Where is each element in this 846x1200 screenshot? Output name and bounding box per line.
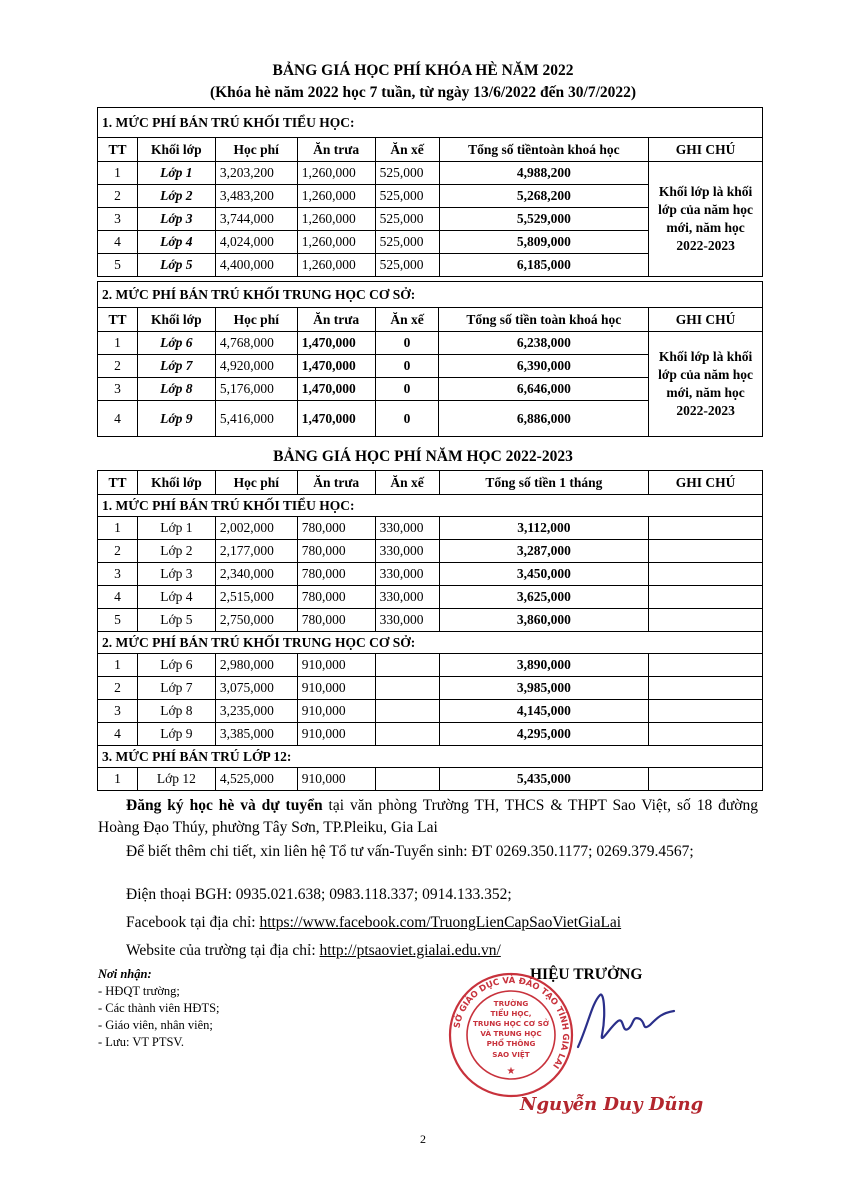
tuition-cell: 2,002,000 bbox=[215, 517, 297, 540]
col-total-header: Tổng số tiền toàn khoá học bbox=[439, 308, 649, 332]
snack-cell: 525,000 bbox=[375, 162, 439, 185]
total-cell: 6,646,000 bbox=[439, 378, 649, 401]
tuition-cell: 4,920,000 bbox=[215, 355, 297, 378]
recipients-block bbox=[98, 966, 220, 1051]
row-number: 3 bbox=[98, 378, 138, 401]
snack-cell: 525,000 bbox=[375, 185, 439, 208]
row-number: 2 bbox=[98, 185, 138, 208]
col-tt-header: TT bbox=[98, 138, 138, 162]
row-number: 4 bbox=[98, 723, 138, 746]
row-number: 1 bbox=[98, 517, 138, 540]
grade-cell: Lớp 9 bbox=[137, 723, 215, 746]
row-number: 1 bbox=[98, 162, 138, 185]
col-grade-header: Khối lớp bbox=[137, 308, 215, 332]
snack-cell bbox=[375, 677, 439, 700]
lunch-cell: 780,000 bbox=[297, 517, 375, 540]
grade-cell: Lớp 1 bbox=[137, 162, 215, 185]
total-cell: 5,435,000 bbox=[439, 768, 649, 791]
note-cell bbox=[649, 723, 763, 746]
snack-cell: 0 bbox=[375, 355, 439, 378]
summer-subtitle: (Khóa hè năm 2022 học 7 tuần, từ ngày 13/6/2022 đến 30/7/2022) bbox=[209, 84, 637, 101]
table-row bbox=[98, 517, 763, 540]
snack-cell: 330,000 bbox=[375, 540, 439, 563]
lunch-cell: 910,000 bbox=[297, 723, 375, 746]
tuition-cell: 4,525,000 bbox=[215, 768, 297, 791]
table-row bbox=[98, 700, 763, 723]
total-cell: 3,985,000 bbox=[439, 677, 649, 700]
note-cell bbox=[649, 517, 763, 540]
lunch-cell: 1,260,000 bbox=[297, 231, 375, 254]
note-cell bbox=[649, 700, 763, 723]
lunch-cell: 1,260,000 bbox=[297, 162, 375, 185]
grade-cell: Lớp 6 bbox=[137, 654, 215, 677]
total-cell: 6,390,000 bbox=[439, 355, 649, 378]
col-note-header: GHI CHÚ bbox=[649, 138, 763, 162]
grade-cell: Lớp 7 bbox=[137, 355, 215, 378]
col-tuition-header: Học phí bbox=[215, 471, 297, 495]
grade-cell: Lớp 2 bbox=[137, 540, 215, 563]
note-cell: Khối lớp là khối lớp của năm học mới, năm học 2022-2023 bbox=[649, 162, 763, 277]
table-row bbox=[98, 768, 763, 791]
tuition-cell: 4,024,000 bbox=[215, 231, 297, 254]
signature-scribble-icon bbox=[570, 985, 680, 1055]
tuition-cell: 3,235,000 bbox=[215, 700, 297, 723]
tuition-cell: 3,744,000 bbox=[215, 208, 297, 231]
snack-cell bbox=[375, 723, 439, 746]
row-number: 4 bbox=[98, 401, 138, 437]
lunch-cell: 910,000 bbox=[297, 700, 375, 723]
note-cell bbox=[649, 563, 763, 586]
row-number: 1 bbox=[98, 768, 138, 791]
row-number: 3 bbox=[98, 208, 138, 231]
tuition-cell: 3,075,000 bbox=[215, 677, 297, 700]
tuition-cell: 3,483,200 bbox=[215, 185, 297, 208]
facebook-label: Facebook tại địa chỉ: bbox=[126, 914, 260, 931]
total-cell: 5,529,000 bbox=[439, 208, 649, 231]
table-header-row bbox=[98, 471, 763, 495]
section-heading: 3. MỨC PHÍ BÁN TRÚ LỚP 12: bbox=[98, 746, 763, 768]
total-cell: 3,450,000 bbox=[439, 563, 649, 586]
row-number: 2 bbox=[98, 540, 138, 563]
section-heading: 1. MỨC PHÍ BÁN TRÚ KHỐI TIỂU HỌC: bbox=[98, 108, 763, 138]
table-row bbox=[98, 586, 763, 609]
svg-text:TRƯỜNG: TRƯỜNG bbox=[493, 999, 529, 1008]
grade-cell: Lớp 3 bbox=[137, 208, 215, 231]
lunch-cell: 1,470,000 bbox=[297, 355, 375, 378]
lunch-cell: 910,000 bbox=[297, 677, 375, 700]
total-cell: 3,112,000 bbox=[439, 517, 649, 540]
snack-cell bbox=[375, 700, 439, 723]
snack-cell: 330,000 bbox=[375, 517, 439, 540]
col-total-header: Tổng số tiềntoàn khoá học bbox=[439, 138, 649, 162]
tuition-cell: 4,768,000 bbox=[215, 332, 297, 355]
col-tt-header: TT bbox=[98, 308, 138, 332]
total-cell: 4,988,200 bbox=[439, 162, 649, 185]
col-snack-header: Ăn xế bbox=[375, 308, 439, 332]
total-cell: 5,268,200 bbox=[439, 185, 649, 208]
grade-cell: Lớp 4 bbox=[137, 231, 215, 254]
table-row bbox=[98, 609, 763, 632]
summer-secondary-table bbox=[97, 281, 763, 437]
recipient-item: - Lưu: VT PTSV. bbox=[98, 1035, 184, 1049]
facebook-paragraph bbox=[126, 912, 786, 934]
section-heading: 1. MỨC PHÍ BÁN TRÚ KHỐI TIỂU HỌC: bbox=[98, 495, 763, 517]
col-note-header: GHI CHÚ bbox=[649, 471, 763, 495]
svg-text:TRUNG HỌC CƠ SỞ: TRUNG HỌC CƠ SỞ bbox=[472, 1019, 550, 1028]
year-title: BẢNG GIÁ HỌC PHÍ NĂM HỌC 2022-2023 bbox=[273, 448, 573, 465]
row-number: 1 bbox=[98, 654, 138, 677]
total-cell: 3,890,000 bbox=[439, 654, 649, 677]
snack-cell: 525,000 bbox=[375, 231, 439, 254]
tuition-cell: 2,340,000 bbox=[215, 563, 297, 586]
recipient-item: - HĐQT trường; bbox=[98, 984, 180, 998]
snack-cell: 0 bbox=[375, 401, 439, 437]
note-cell: Khối lớp là khối lớp của năm học mới, năm học 2022-2023 bbox=[649, 332, 763, 437]
col-snack-header: Ăn xế bbox=[375, 138, 439, 162]
table-row bbox=[98, 654, 763, 677]
snack-cell: 330,000 bbox=[375, 586, 439, 609]
grade-cell: Lớp 5 bbox=[137, 609, 215, 632]
table-row bbox=[98, 563, 763, 586]
tuition-cell: 5,416,000 bbox=[215, 401, 297, 437]
row-number: 2 bbox=[98, 677, 138, 700]
grade-cell: Lớp 12 bbox=[137, 768, 215, 791]
svg-text:SỞ GIÁO DỤC VÀ ĐÀO TẠO TỈNH GI: SỞ GIÁO DỤC VÀ ĐÀO TẠO TỈNH GIA LAI bbox=[452, 975, 571, 1071]
lunch-cell: 780,000 bbox=[297, 563, 375, 586]
tuition-cell: 4,400,000 bbox=[215, 254, 297, 277]
row-number: 3 bbox=[98, 700, 138, 723]
total-cell: 3,287,000 bbox=[439, 540, 649, 563]
col-lunch-header: Ăn trưa bbox=[297, 471, 375, 495]
facebook-link[interactable]: https://www.facebook.com/TruongLienCapSaoVietGiaLai bbox=[259, 914, 622, 931]
total-cell: 4,295,000 bbox=[439, 723, 649, 746]
lunch-cell: 1,260,000 bbox=[297, 254, 375, 277]
col-total-header: Tổng số tiền 1 tháng bbox=[439, 471, 649, 495]
note-cell bbox=[649, 654, 763, 677]
tuition-cell: 2,750,000 bbox=[215, 609, 297, 632]
table-row bbox=[98, 540, 763, 563]
contact-paragraph: Để biết thêm chi tiết, xin liên hệ Tổ tư vấn-Tuyển sinh: ĐT 0269.350.1177; 0269.379.4567; bbox=[126, 843, 694, 860]
note-cell bbox=[649, 677, 763, 700]
register-paragraph bbox=[98, 795, 758, 839]
row-number: 2 bbox=[98, 355, 138, 378]
svg-text:PHỔ THÔNG: PHỔ THÔNG bbox=[486, 1039, 536, 1048]
table-row bbox=[98, 677, 763, 700]
website-link[interactable]: http://ptsaoviet.gialai.edu.vn/ bbox=[319, 942, 501, 959]
grade-cell: Lớp 2 bbox=[137, 185, 215, 208]
signer-name: Nguyễn Duy Dũng bbox=[520, 1094, 704, 1115]
lunch-cell: 780,000 bbox=[297, 609, 375, 632]
svg-text:VÀ TRUNG HỌC: VÀ TRUNG HỌC bbox=[480, 1029, 542, 1038]
row-number: 4 bbox=[98, 231, 138, 254]
total-cell: 6,238,000 bbox=[439, 332, 649, 355]
tuition-cell: 2,980,000 bbox=[215, 654, 297, 677]
lunch-cell: 780,000 bbox=[297, 540, 375, 563]
note-cell bbox=[649, 586, 763, 609]
col-lunch-header: Ăn trưa bbox=[297, 138, 375, 162]
tuition-cell: 2,515,000 bbox=[215, 586, 297, 609]
row-number: 3 bbox=[98, 563, 138, 586]
snack-cell: 525,000 bbox=[375, 208, 439, 231]
section-heading: 2. MỨC PHÍ BÁN TRÚ KHỐI TRUNG HỌC CƠ SỞ: bbox=[98, 632, 763, 654]
snack-cell: 525,000 bbox=[375, 254, 439, 277]
snack-cell: 330,000 bbox=[375, 563, 439, 586]
table-header-row bbox=[98, 138, 763, 162]
note-cell bbox=[649, 609, 763, 632]
note-cell bbox=[649, 540, 763, 563]
grade-cell: Lớp 8 bbox=[137, 700, 215, 723]
school-seal-icon bbox=[446, 970, 576, 1100]
year-fee-table bbox=[97, 470, 763, 791]
row-number: 5 bbox=[98, 254, 138, 277]
table-header-row bbox=[98, 308, 763, 332]
lunch-cell: 1,260,000 bbox=[297, 185, 375, 208]
total-cell: 3,860,000 bbox=[439, 609, 649, 632]
col-tuition-header: Học phí bbox=[215, 308, 297, 332]
snack-cell: 330,000 bbox=[375, 609, 439, 632]
col-note-header: GHI CHÚ bbox=[649, 308, 763, 332]
tuition-cell: 3,385,000 bbox=[215, 723, 297, 746]
grade-cell: Lớp 3 bbox=[137, 563, 215, 586]
lunch-cell: 780,000 bbox=[297, 586, 375, 609]
total-cell: 4,145,000 bbox=[439, 700, 649, 723]
tuition-cell: 3,203,200 bbox=[215, 162, 297, 185]
grade-cell: Lớp 1 bbox=[137, 517, 215, 540]
total-cell: 6,185,000 bbox=[439, 254, 649, 277]
grade-cell: Lớp 6 bbox=[137, 332, 215, 355]
svg-text:TIỂU HỌC,: TIỂU HỌC, bbox=[490, 1009, 532, 1018]
col-grade-header: Khối lớp bbox=[137, 138, 215, 162]
summer-primary-table bbox=[97, 107, 763, 277]
col-snack-header: Ăn xế bbox=[375, 471, 439, 495]
total-cell: 5,809,000 bbox=[439, 231, 649, 254]
section-heading: 2. MỨC PHÍ BÁN TRÚ KHỐI TRUNG HỌC CƠ SỞ: bbox=[98, 282, 763, 308]
lunch-cell: 1,470,000 bbox=[297, 378, 375, 401]
table-row bbox=[98, 723, 763, 746]
svg-text:★: ★ bbox=[506, 1066, 516, 1077]
website-label: Website của trường tại địa chỉ: bbox=[126, 942, 320, 959]
row-number: 1 bbox=[98, 332, 138, 355]
lunch-cell: 910,000 bbox=[297, 768, 375, 791]
grade-cell: Lớp 7 bbox=[137, 677, 215, 700]
col-grade-header: Khối lớp bbox=[137, 471, 215, 495]
snack-cell: 0 bbox=[375, 332, 439, 355]
register-bold: Đăng ký học hè và dự tuyển bbox=[126, 797, 323, 814]
phone-paragraph: Điện thoại BGH: 0935.021.638; 0983.118.337; 0914.133.352; bbox=[126, 886, 512, 903]
table-row bbox=[98, 162, 763, 185]
lunch-cell: 1,470,000 bbox=[297, 401, 375, 437]
recipient-item: - Các thành viên HĐTS; bbox=[98, 1001, 220, 1015]
recipients-heading: Nơi nhận: bbox=[98, 967, 152, 981]
row-number: 5 bbox=[98, 609, 138, 632]
snack-cell: 0 bbox=[375, 378, 439, 401]
table-row bbox=[98, 332, 763, 355]
grade-cell: Lớp 4 bbox=[137, 586, 215, 609]
snack-cell bbox=[375, 654, 439, 677]
col-tuition-header: Học phí bbox=[215, 138, 297, 162]
signer-title: HIỆU TRƯỞNG bbox=[530, 966, 643, 983]
lunch-cell: 1,470,000 bbox=[297, 332, 375, 355]
register-text: tại văn phòng Trường TH, THCS & THPT Sao Việt, số 18 đường Hoàng Đạo Thúy, phường Tây Sơn, TP.Pleiku, Gia Lai bbox=[98, 797, 758, 836]
recipient-item: - Giáo viên, nhân viên; bbox=[98, 1018, 213, 1032]
row-number: 4 bbox=[98, 586, 138, 609]
tuition-cell: 5,176,000 bbox=[215, 378, 297, 401]
note-cell bbox=[649, 768, 763, 791]
tuition-cell: 2,177,000 bbox=[215, 540, 297, 563]
grade-cell: Lớp 5 bbox=[137, 254, 215, 277]
lunch-cell: 1,260,000 bbox=[297, 208, 375, 231]
total-cell: 3,625,000 bbox=[439, 586, 649, 609]
col-lunch-header: Ăn trưa bbox=[297, 308, 375, 332]
website-paragraph bbox=[126, 940, 786, 962]
summer-title: BẢNG GIÁ HỌC PHÍ KHÓA HÈ NĂM 2022 bbox=[272, 62, 574, 79]
col-tt-header: TT bbox=[98, 471, 138, 495]
svg-text:SAO VIỆT: SAO VIỆT bbox=[492, 1050, 530, 1059]
total-cell: 6,886,000 bbox=[439, 401, 649, 437]
snack-cell bbox=[375, 768, 439, 791]
grade-cell: Lớp 9 bbox=[137, 401, 215, 437]
grade-cell: Lớp 8 bbox=[137, 378, 215, 401]
page-number: 2 bbox=[420, 1132, 426, 1146]
lunch-cell: 910,000 bbox=[297, 654, 375, 677]
